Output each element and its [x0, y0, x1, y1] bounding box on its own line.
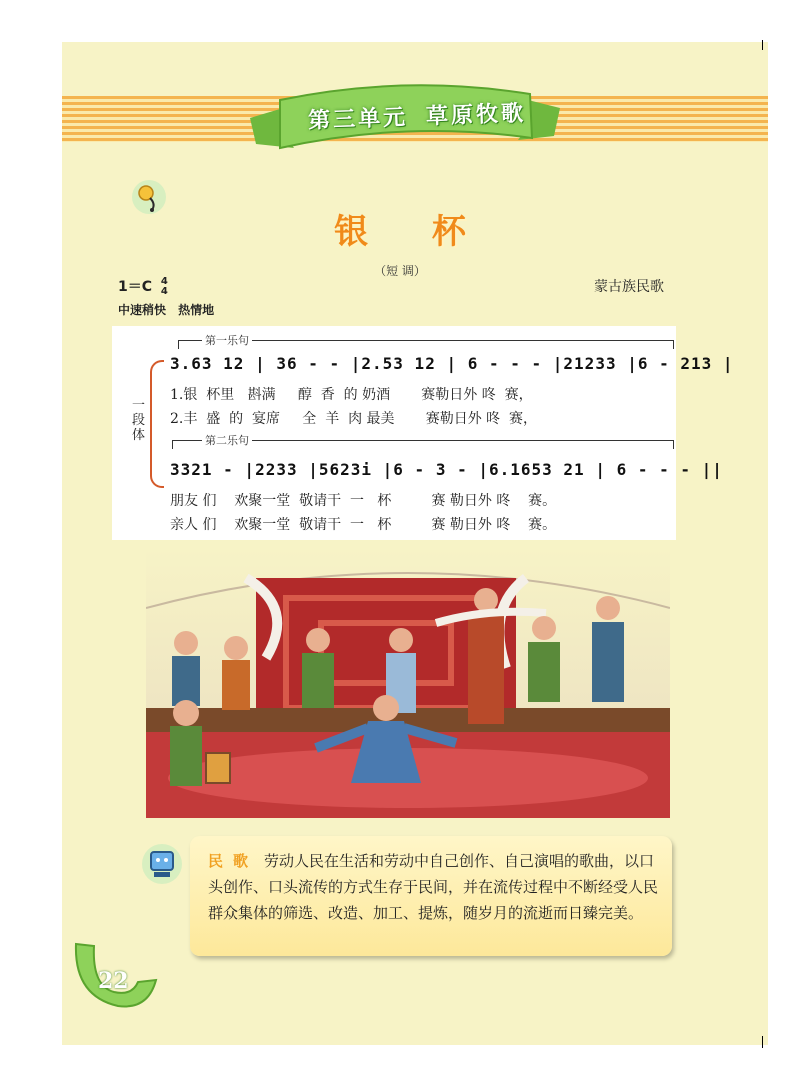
score-line2-notes: 3321 - |2233 |5623i |6 - 3 - |6.1653 21 | 6 - - - || [170, 460, 723, 479]
unit-label: 第三单元 [307, 104, 409, 134]
song-title: 银 杯 [334, 212, 492, 252]
score-panel [112, 326, 734, 540]
crop-mark-bottom-right [762, 1036, 763, 1048]
score-line2-lyrics-verse1: 朋友 们 欢聚一堂 敬请干 一 杯 赛 勒日外 咚 赛。 [170, 493, 557, 509]
info-text [208, 848, 660, 926]
tempo-marking: 中速稍快 热情地 [118, 303, 215, 317]
time-signature [161, 277, 168, 297]
crop-mark-top-right [762, 40, 763, 50]
score-line1-lyrics-verse2: 2.丰 盛 的 宴席 全 羊 肉 最美 赛勒日外 咚 赛， [170, 411, 538, 427]
phrase1-bracket [178, 340, 674, 349]
song-origin: 蒙古族民歌 [594, 279, 664, 295]
listen-ear-icon [130, 178, 168, 216]
computer-mascot-icon [140, 842, 184, 886]
song-subtitle: （短 调） [374, 264, 426, 278]
info-term: 民歌 [208, 852, 259, 870]
key-label: 1＝C [118, 279, 153, 295]
mongolian-banquet-illustration [146, 548, 670, 818]
score-line2-lyrics-verse2: 亲人 们 欢聚一堂 敬请干 一 杯 赛 勒日外 咚 赛。 [170, 517, 557, 533]
time-top: 4 [160, 276, 168, 287]
unit-theme: 草原牧歌 [425, 100, 527, 130]
page-number: 22 [98, 968, 129, 994]
score-line1-lyrics-verse1: 1.银 杯里 斟满 醇 香 的 奶酒 赛勒日外 咚 赛， [170, 387, 533, 403]
section-brace [150, 360, 164, 488]
phrase2-label: 第二乐句 [202, 432, 252, 448]
score-line1-notes: 3.63 12 | 36 - - |2.53 12 | 6 - - - |21233 |6 - 213 | [170, 354, 734, 373]
time-bottom: 4 [160, 286, 168, 297]
phrase1-label: 第一乐句 [202, 332, 252, 348]
section-form-label: 一段体 [132, 398, 146, 443]
info-definition: 劳动人民在生活和劳动中自己创作、自己演唱的歌曲，以口头创作、口头流传的方式生存于民间，并在流传过程中不断经受人民群众集体的筛选、改造、加工、提炼，随岁月的流逝而日臻完美。 [208, 852, 659, 922]
key-signature [118, 276, 168, 297]
folk-song-info-box [190, 836, 672, 956]
